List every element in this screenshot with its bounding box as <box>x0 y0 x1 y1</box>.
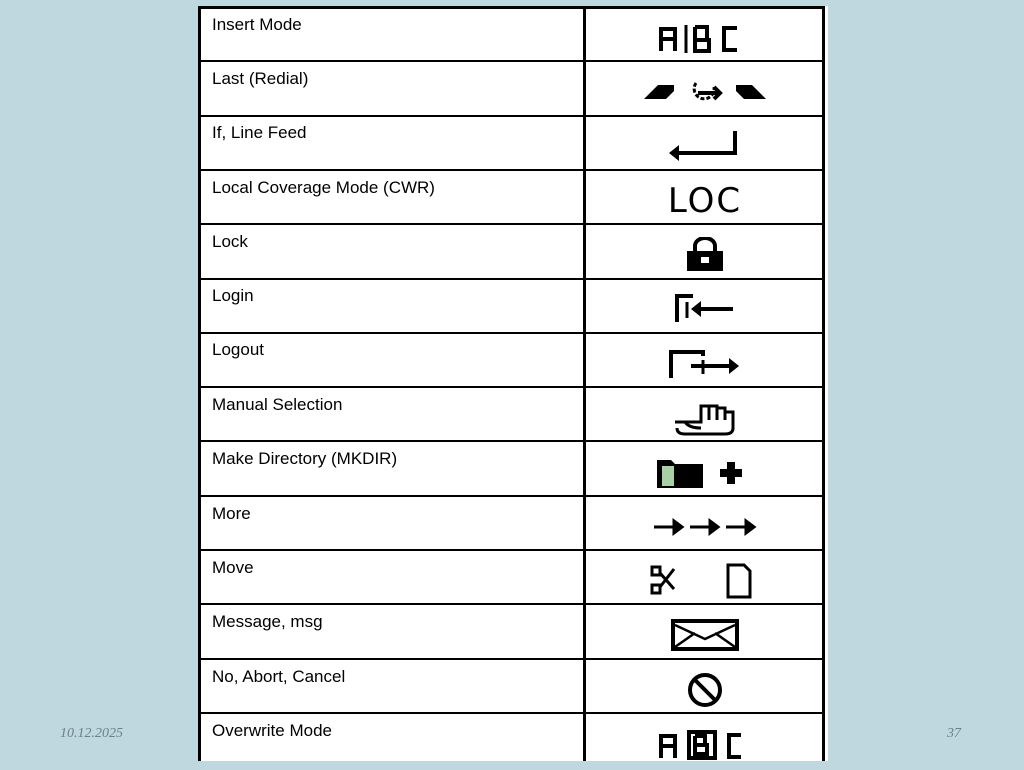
loc-text-icon <box>586 175 824 227</box>
logout-icon <box>586 337 824 389</box>
row-label-manual-selection: Manual Selection <box>212 395 343 414</box>
row-label-no-abort-cancel: No, Abort, Cancel <box>212 667 346 686</box>
insert-mode-abc-icon <box>586 12 824 64</box>
overwrite-mode-abc-icon <box>586 718 824 770</box>
hand-icon <box>586 392 824 444</box>
slide-date: 10.12.2025 <box>60 726 123 741</box>
row-label-move: Move <box>212 558 254 577</box>
row-label-overwrite-mode: Overwrite Mode <box>212 721 332 740</box>
table-border-left <box>198 6 201 761</box>
cancel-circle-icon <box>586 664 824 716</box>
loc-icon-text: LOC <box>667 181 743 221</box>
row-label-last-redial: Last (Redial) <box>212 69 309 88</box>
slide-page-number: 37 <box>947 726 961 741</box>
row-label-line-feed: If, Line Feed <box>212 123 307 142</box>
table-border-top <box>198 6 825 9</box>
row-label-login: Login <box>212 286 254 305</box>
row-label-more: More <box>212 504 251 523</box>
row-label-insert-mode: Insert Mode <box>212 15 302 34</box>
row-label-message: Message, msg <box>212 612 323 631</box>
more-arrows-icon <box>586 501 824 553</box>
row-label-local-coverage-mode: Local Coverage Mode (CWR) <box>212 178 435 197</box>
redial-phone-icon <box>586 66 824 118</box>
login-icon <box>586 283 824 335</box>
row-label-lock: Lock <box>212 232 248 251</box>
icon-legend-table <box>198 6 828 761</box>
lock-icon <box>586 229 824 281</box>
folder-plus-icon <box>586 446 824 498</box>
envelope-icon <box>586 609 824 661</box>
line-feed-arrow-icon <box>586 120 824 172</box>
row-label-make-directory: Make Directory (MKDIR) <box>212 449 398 468</box>
scissors-document-icon <box>586 555 824 607</box>
row-label-logout: Logout <box>212 340 264 359</box>
